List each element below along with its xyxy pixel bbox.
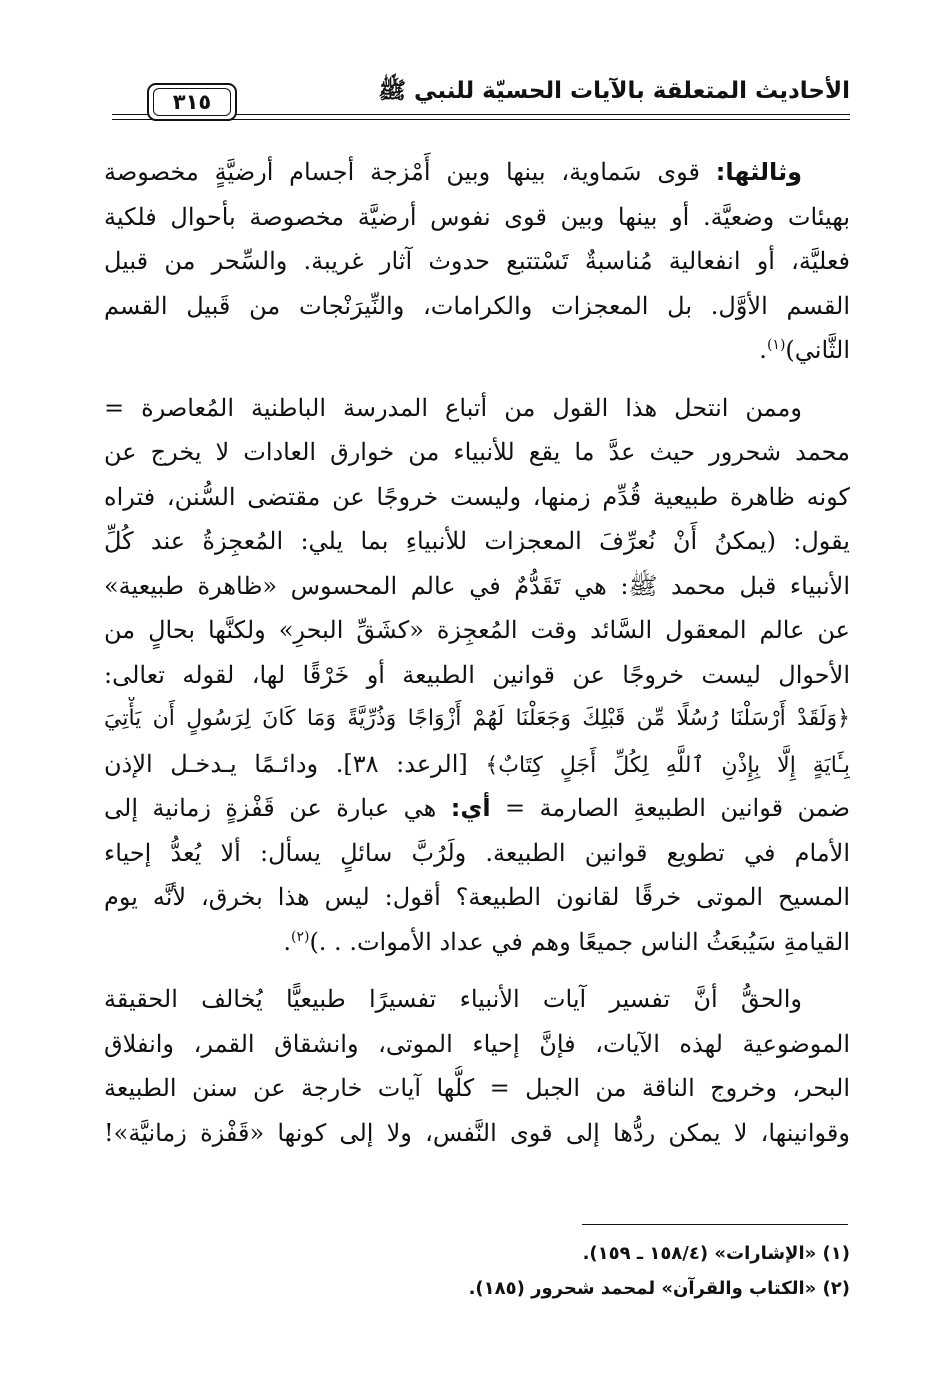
text-line	[104, 150, 850, 195]
text-line: الأمام في تطويع قوانين الطبيعة. ولَرُبَّ سائلٍ يسأل: ألا يُعدُّ إحياء	[104, 838, 850, 867]
text-line: يقول: (يمكنُ أَنْ نُعرِّفَ المعجزات للأنبياءِ بما يلي: المُعجِزةُ عند كُلِّ	[104, 527, 850, 555]
text-span: .	[759, 336, 767, 364]
text-span: الثَّاني)	[785, 336, 850, 364]
text-line	[104, 742, 850, 787]
footnote-separator	[582, 1224, 848, 1225]
paragraph-2	[104, 386, 850, 965]
text-line: فعليَّة، أو انفعالية مُناسبةٌ تَسْتتبع حدوث آثار غريبة. والسِّحر من قبيل	[104, 247, 850, 275]
text-span: هي عبارة عن قَفْزةٍ زمانية إلى	[104, 794, 451, 822]
text-line: الأنبياء قبل محمد ﷺ: هي تَقَدُّمٌ في عالم المحسوس «ظاهرة طبيعية»	[104, 571, 850, 600]
text-span: ضمن قوانين الطبيعةِ الصارمة =	[490, 794, 850, 822]
text-line: كونه ظاهرة طبيعية قُدِّم زمنها، وليست خروجًا عن مقتضى السُّنن، فتراه	[104, 482, 850, 511]
footnote-1: (١) «الإشارات» (١٥٨/٤ ـ ١٥٩).	[582, 1243, 850, 1264]
text-line: بهيئات وضعيَّة. أو بينها وبين قوى نفوس أرضيَّة مخصوصة بأحوال فلكية	[104, 202, 850, 231]
text-line: عن عالم المعقول السَّائد وقت المُعجِزة «كشَقِّ البحرِ» ولكنَّها بحالٍ من	[104, 616, 850, 644]
text-span: .	[283, 927, 291, 956]
footnote-ref-1[interactable]: (١)	[766, 337, 786, 353]
text-line: والحقُّ أنَّ تفسير آيات الأنبياء تفسيرًا طبيعيًّا يُخالف الحقيقة	[104, 985, 802, 1013]
footnote-ref-2[interactable]: (٢)	[290, 928, 310, 945]
text-span: [الرعد: ٣٨]. ودائـمًا يـدخـل الإذن	[104, 749, 486, 778]
bold-term: وثالثها:	[715, 158, 802, 186]
text-line: البحر، وخروج الناقة من الجبل = كلُّها آيات خارجة عن سنن الطبيعة	[104, 1074, 850, 1102]
quran-verse-end: بِـَٔايَةٍ إِلَّا بِإِذْنِ ٱللَّهِ لِكُلِّ أَجَلٍ كِتَابٌ﴾	[485, 752, 850, 778]
main-text	[104, 150, 850, 1155]
footnotes	[110, 1236, 850, 1306]
page-header	[112, 72, 850, 128]
bold-term: أي:	[450, 794, 491, 822]
text-span: القيامةِ سَيُبعَثُ الناس جميعًا وهم في عداد الأموات. . .)	[309, 927, 850, 956]
page-number: ٣١٥	[153, 88, 231, 116]
text-line: محمد شحرور حيث عدَّ ما يقع للأنبياء من خوارق العادات لا يخرج عن	[104, 438, 850, 466]
text-line: القسم الأوَّل. بل المعجزات والكرامات، والنِّيرَنْجات من قَبيل القسم	[104, 291, 850, 320]
quran-verse-line: ﴿وَلَقَدْ أَرْسَلْنَا رُسُلًا مِّن قَبْلِكَ وَجَعَلْنَا لَهُمْ أَزْوَاجًا وَذُرِّيَّةً وَمَا كَانَ لِرَسُولٍ أَن يَأْتِيَ	[104, 706, 850, 731]
text-span: قوى سَماوية، بينها وبين أَمْزجة أجسام أرضيَّةٍ مخصوصة	[104, 158, 716, 186]
running-title: الأحاديث المتعلقة بالآيات الحسيّة للنبي ﷺ	[378, 78, 850, 104]
text-line: المسيح الموتى خرقًا لقانون الطبيعة؟ أقول: ليس هذا بخرق، لأنَّه يوم	[104, 883, 850, 911]
text-line: وقوانينها، لا يمكن ردُّها إلى قوى النَّفس، ولا إلى كونها «قَفْزة زمانيَّة»!	[104, 1118, 850, 1147]
text-line: وممن انتحل هذا القول من أتباع المدرسة الباطنية المُعاصرة =	[104, 393, 802, 422]
paragraph-1	[104, 150, 850, 373]
footnote-2: (٢) «الكتاب والقرآن» لمحمد شحرور (١٨٥).	[468, 1278, 850, 1299]
paragraph-3	[104, 977, 850, 1155]
page-number-frame	[147, 83, 237, 121]
text-line: الموضوعية لهذه الآيات، فإنَّ إحياء الموتى، وانشقاق القمر، وانفلاق	[104, 1029, 850, 1058]
text-line	[104, 786, 850, 831]
text-line	[104, 920, 850, 965]
text-line	[104, 328, 850, 373]
text-line: الأحوال ليست خروجًا عن قوانين الطبيعة أو خَرْقًا لها، لقوله تعالى:	[104, 660, 850, 689]
